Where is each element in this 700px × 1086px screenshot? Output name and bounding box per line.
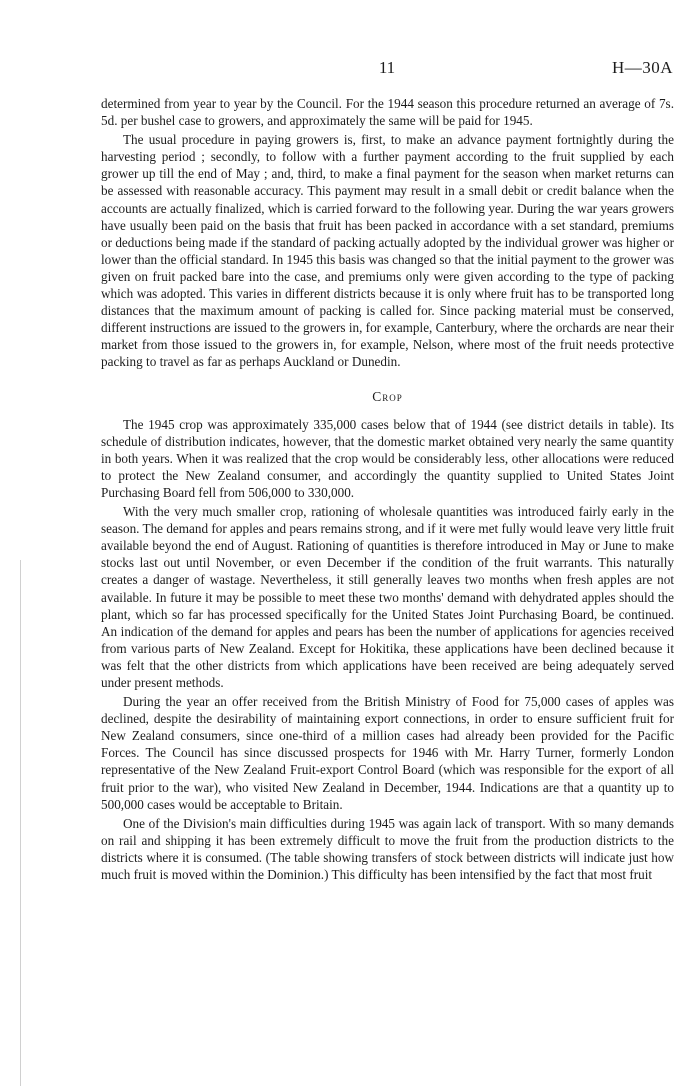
page-number: 11: [378, 58, 396, 77]
binding-edge-line: [20, 560, 21, 1086]
paragraph-crop-2: With the very much smaller crop, rationing of wholesale quantities was introduced fairly early in the season. The demand for apples and pears remains strong, and if it were met fully would leave very little fruit available beyond the end of August. Rationing of quantities is therefore introduced in May or June to make stocks last out until November, or even December if the condition of the fruit warrants. This naturally creates a danger of wastage. Nevertheless, it still generally leaves two months when fresh apples are not available. In future it may be possible to meet these two months' demand with dehydrated apples should the plant, which so far has processed specifically for the United States Joint Purchasing Board, be continued. An indication of the demand for apples and pears has been the number of applications for agencies received from various parts of New Zealand. Except for Hokitika, these applications have been declined because it was felt that the other districts from which applications have been received are being adequately served under present methods.: [101, 504, 674, 690]
body-text: [101, 95, 674, 883]
page-header: [101, 58, 673, 80]
paragraph-continuation: determined from year to year by the Council. For the 1944 season this procedure returned an average of 7s. 5d. per bushel case to growers, and approximately the same will be paid for 1945.: [101, 96, 674, 129]
paragraph-crop-4: One of the Division's main difficulties during 1945 was again lack of transport. With so many demands on rail and shipping it has been extremely difficult to move the fruit from the production districts to the districts where it is consumed. (The table showing transfers of stock between districts will indicate just how much fruit is moved within the Dominion.) This difficulty has been intensified by the fact that most fruit: [101, 815, 674, 883]
document-code: H—30A: [611, 58, 673, 77]
paragraph-crop-1: The 1945 crop was approximately 335,000 cases below that of 1944 (see district details in table). Its schedule of distribution indicates, however, that the domestic market obtained very nearly the same quantity in both years. When it was realized that the crop would be considerably less, other allocations were reduced to protect the New Zealand consumer, and accordingly the quantity supplied to United States Joint Purchasing Board fell from 506,000 to 330,000.: [101, 416, 674, 500]
section-heading-crop: Crop: [372, 388, 403, 404]
paragraph-payment-procedure: The usual procedure in paying growers is, first, to make an advance payment fortnightly during the harvesting period ; secondly, to follow with a further payment according to the fruit supplied by each grower up till the end of May ; and, third, to make a final payment for the season when market returns can be assessed with reasonable accuracy. This payment may result in a small debit or credit balance when the accounts are actually finalized, which is carried forward to the following year. During the war years growers have usually been paid on the basis that fruit has been packed in accordance with a set standard, premiums or deductions being made if the standard of packing actually adopted by the individual grower was higher or lower than the official standard. In 1945 this basis was changed so that the initial payment to the grower was given on fruit packed bare into the case, and premiums only were given according to the type of packing which was adopted. This varies in different districts because it is only where fruit has to be transported long distances that the maximum amount of packing is called for. Since packing material must be conserved, different instructions are issued to the growers in, for example, Canterbury, where the orchards are near their market from those issued to the growers in, for example, Nelson, where most of the fruit needs protective packing to travel as far as perhaps Auckland or Dunedin.: [101, 132, 674, 370]
paragraph-crop-3: During the year an offer received from the British Ministry of Food for 75,000 cases of apples was declined, despite the desirability of maintaining export connections, in order to ensure sufficient fruit for New Zealand consumers, since one-third of a million cases had already been provided for the Pacific Forces. The Council has since discussed prospects for 1946 with Mr. Harry Turner, formerly London representative of the New Zealand Fruit-export Control Board (which was responsible for the export of all fruit prior to the war), who visited New Zealand in December, 1944. Indications are that a quantity up to 500,000 cases would be acceptable to Britain.: [101, 694, 674, 812]
